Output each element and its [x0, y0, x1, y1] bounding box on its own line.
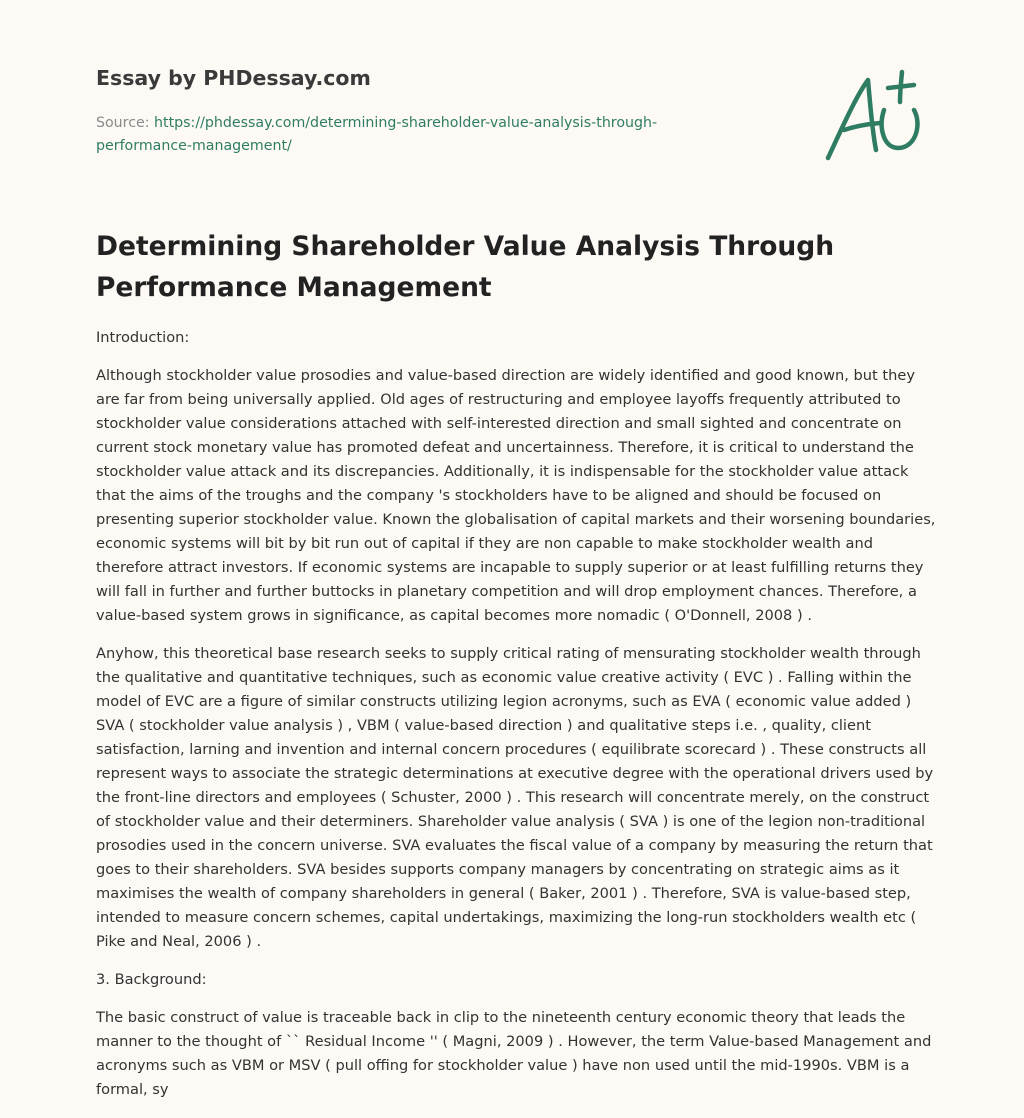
essay-body: [96, 326, 936, 1116]
paragraph: The basic construct of value is traceable back in clip to the nineteenth century economic theory that leads the manner to the thought of `` Residual Income '' ( Magni, 2009 ) . However, the term Value-based Management and acronyms such as VBM or MSV ( pull offing for stockholder value ) have non used until the mid-1990s. VBM is a formal, sy: [96, 1009, 932, 1098]
source-link[interactable]: https://phdessay.com/determining-shareholder-value-analysis-through-performance-management/: [96, 115, 658, 154]
site-title: Essay by PHDessay.com: [96, 66, 371, 90]
section-heading-introduction: Introduction:: [96, 329, 190, 346]
essay-title: Determining Shareholder Value Analysis Through Performance Management: [96, 231, 835, 303]
paragraph: Although stockholder value prosodies and value-based direction are widely identified and good known, but they are far from being universally applied. Old ages of restructuring and employee layoffs frequently attributed to stockholder value considerations attached with self-interested direction and small sighted and concentrate on current stock monetary value has promoted defeat and uncertainness. Therefore, it is critical to understand the stockholder value attack and its discrepancies. Additionally, it is indispensable for the stockholder value attack that the aims of the troughs and the company 's stockholders have to be aligned and should be focused on presenting superior stockholder value. Known the globalisation of capital markets and their worsening boundaries, economic systems will bit by bit run out of capital if they are non capable to make stockholder wealth and therefore attract investors. If economic systems are incapable to supply superior or at least fulfilling returns they will fall in further and further buttocks in planetary competition and will drop employment chances. Therefore, a value-based system grows in significance, as capital becomes more nomadic ( O'Donnell, 2008 ) .: [96, 367, 936, 624]
section-heading-background: 3. Background:: [96, 971, 207, 988]
source-label: Source:: [96, 115, 155, 131]
source-line: [96, 112, 716, 158]
paragraph: Anyhow, this theoretical base research seeks to supply critical rating of mensurating stockholder wealth through the qualitative and quantitative techniques, such as economic value creative activity ( EVC ) . Falling within the model of EVC are a figure of similar constructs utilizing legion acronyms, such as EVA ( economic value added ) SVA ( stockholder value analysis ) , VBM ( value-based direction ) and qualitative steps i.e. , quality, client satisfaction, larning and invention and internal concern procedures ( equilibrate scorecard ) . These constructs all represent ways to associate the strategic determinations at executive degree with the operational drivers used by the front-line directors and employees ( Schuster, 2000 ) . This research will concentrate merely, on the construct of stockholder value and their determiners. Shareholder value analysis ( SVA ) is one of the legion non-traditional prosodies used in the concern universe. SVA evaluates the fiscal value of a company by measuring the return that goes to their shareholders. SVA besides supports company managers by concentrating on strategic aims as it maximises the wealth of company shareholders in general ( Baker, 2001 ) . Therefore, SVA is value-based step, intended to measure concern schemes, capital undertakings, maximizing the long-run stockholders wealth etc ( Pike and Neal, 2006 ) .: [96, 645, 934, 950]
a-plus-logo-icon: [822, 68, 928, 164]
